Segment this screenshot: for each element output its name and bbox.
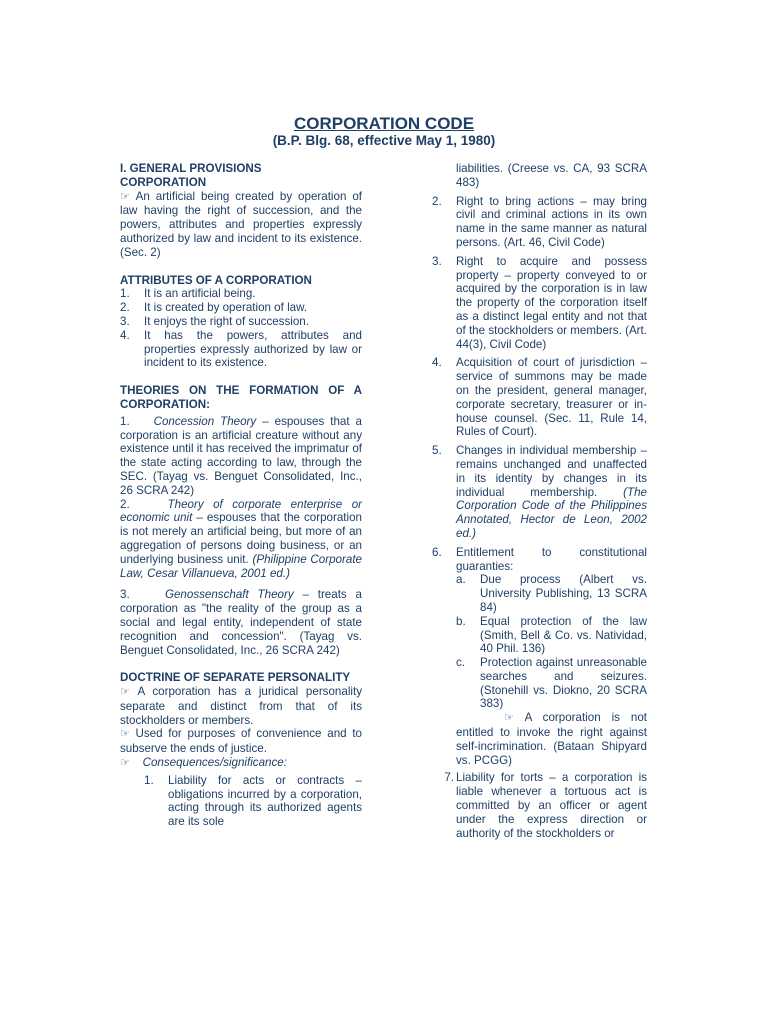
- pointing-hand-icon: ☞: [120, 728, 136, 741]
- list-item: 4. It has the powers, attributes and properties expressly authorized by law or incident to its existence.: [120, 328, 362, 370]
- continued-text: liabilities. (Creese vs. CA, 93 SCRA 483): [456, 162, 647, 189]
- right-column: [432, 162, 647, 840]
- pointing-hand-icon: ☞: [120, 190, 136, 203]
- theory-paragraph: 2. Theory of corporate enterprise or economic unit – espouses that the corporation is not merely an artificial being, but more of an aggregation of persons doing business, or an underlying business unit. (Philippine Corporate Law, Cesar Villanueva, 2001 ed.): [120, 497, 363, 580]
- list-item: 4. Acquisition of court of jurisdiction – service of summons may be made on the president, general manager, corporate secretary, treasurer or in-house counsel. (Sec. 11, Rule 14, Rules of Court).: [432, 356, 647, 439]
- bullet-paragraph: ☞ Used for purposes of convenience and to subserve the ends of justice.: [120, 727, 362, 756]
- page-subtitle: (B.P. Blg. 68, effective May 1, 1980): [272, 133, 496, 148]
- page-title: CORPORATION CODE: [293, 114, 475, 133]
- pointing-hand-icon: ☞: [120, 686, 138, 699]
- sub-list-item: b. Equal protection of the law (Smith, Bell & Co. vs. Natividad, 40 Phil. 136): [456, 614, 647, 656]
- list-item: 3. It enjoys the right of succession.: [120, 314, 309, 328]
- theory-paragraph: 3. Genossenschaft Theory – treats a corporation as "the reality of the group as a social and legal entity, independent of state recognition and concession". (Tayag vs. Benguet Consolidated, Inc., 26 SCRA 242): [120, 588, 362, 657]
- list-item: 1. It is an artificial being.: [120, 287, 256, 301]
- section-heading: DOCTRINE OF SEPARATE PERSONALITY: [120, 671, 351, 685]
- pointing-hand-icon: ☞: [504, 712, 525, 725]
- bullet-paragraph: ☞ A corporation has a juridical personality separate and distinct from that of its stockholders or members.: [120, 685, 362, 727]
- pointing-hand-icon: ☞: [120, 757, 133, 770]
- note-paragraph: ☞ A corporation is not entitled to invoke the right against self-incrimination. (Bataan Shipyard vs. PCGG): [456, 711, 647, 767]
- section-heading: CORPORATION: [120, 175, 207, 189]
- sub-list-item: c. Protection against unreasonable searches and seizures. (Stonehill vs. Diokno, 20 SCRA 383): [456, 656, 647, 711]
- list-item: 3. Right to acquire and possess property – property conveyed to or acquired by the corporation is in law the property of the corporation itself as a distinct legal entity and not that of the stockholders or members. (Art. 44(3), Civil Code): [432, 254, 647, 351]
- list-item: 6. Entitlement to constitutional guaranties:: [432, 545, 647, 573]
- section-heading: ATTRIBUTES OF A CORPORATION: [120, 273, 312, 287]
- list-item: 2. Right to bring actions – may bring civil and criminal actions in its own name in the same manner as natural persons. (Art. 46, Civil Code): [432, 194, 647, 249]
- theory-paragraph: 1. Concession Theory – espouses that a corporation is an artificial creature without any existence until it has received the imprimatur of the state acting according to law, through the SEC. (Tayag vs. Benguet Consolidated, Inc., 26 SCRA 242): [120, 414, 362, 497]
- list-item: 5. Changes in individual membership – remains unchanged and unaffected in its identity by changes in its individual membership. (The Corporation Code of the Philippines Annotated, Hector de Leon, 2002 ed.): [432, 444, 647, 540]
- list-item: 7. Liability for torts – a corporation is liable whenever a tortuous act is committed by an officer or agent under the express direction or authority of the stockholders or: [444, 771, 647, 840]
- section-heading: I. GENERAL PROVISIONS: [120, 162, 262, 175]
- list-item: 2. It is created by operation of law.: [120, 301, 308, 315]
- bullet-paragraph: ☞ Consequences/significance:: [120, 756, 287, 770]
- definition-paragraph: ☞ An artificial being created by operation of law having the right of succession, and the powers, attributes and properties expressly authorized by law and incident to its existence. (Sec. 2): [120, 189, 363, 259]
- list-item: 1. Liability for acts or contracts – obligations incurred by a corporation, acting through its authorized agents are its sole: [144, 773, 362, 829]
- left-column: [120, 162, 362, 829]
- section-heading: THEORIES ON THE FORMATION OF A CORPORATION:: [120, 384, 362, 411]
- sub-list-item: a. Due process (Albert vs. University Publishing, 13 SCRA 84): [456, 573, 647, 614]
